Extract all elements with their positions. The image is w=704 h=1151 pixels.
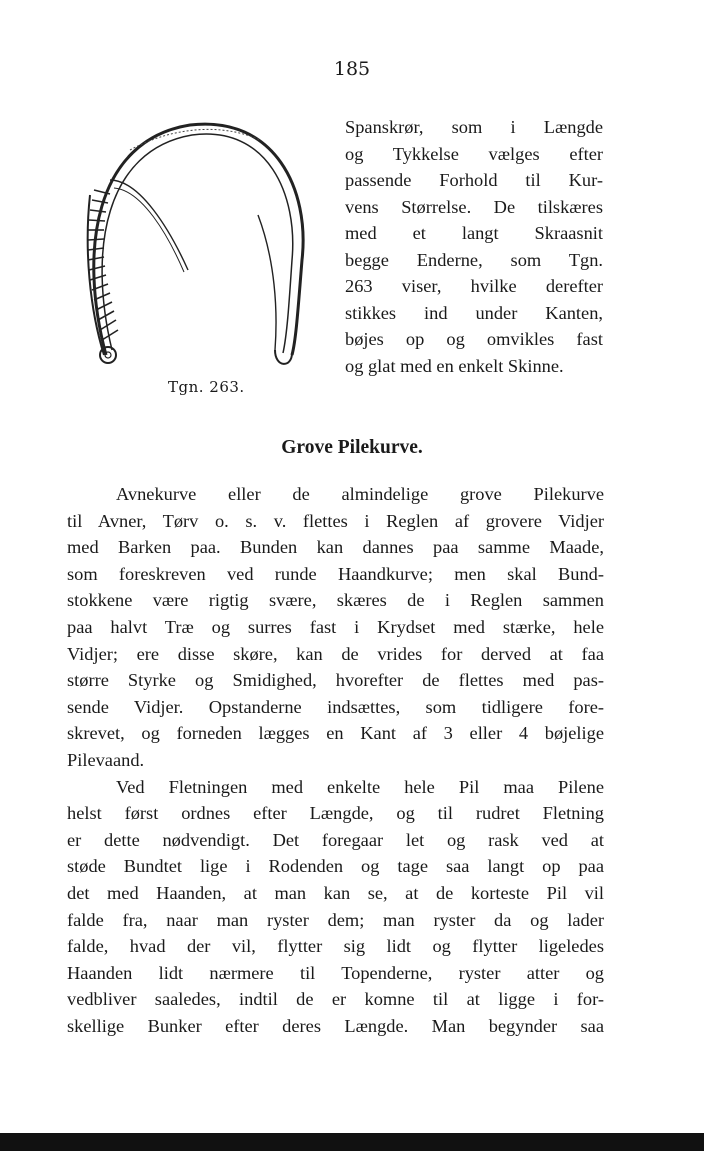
text-line: Pilevaand.	[67, 749, 145, 770]
body-text	[67, 481, 604, 1039]
text-line: er dette nødvendigt. Det foregaar let og rask ved at	[67, 829, 604, 850]
text-line: sende Vidjer. Opstanderne indsættes, som tidligere fore-	[67, 696, 604, 717]
text-line: Ved Fletningen med enkelte hele Pil maa Pilene	[116, 776, 604, 797]
handle-illustration-icon	[70, 110, 320, 380]
text-line: vedbliver saaledes, indtil de er komne til at ligge i for-	[67, 989, 604, 1010]
text-line: paa halvt Træ og surres fast i Krydset med stærke, hele	[67, 616, 604, 637]
text-line: bøjes op og omvikles fast	[345, 329, 603, 349]
text-line: helst først ordnes efter Længde, og til rudret Fletning	[67, 803, 604, 824]
text-line: vens Størrelse. De tilskæres	[345, 196, 603, 217]
side-paragraph	[345, 114, 603, 379]
text-line: stikkes ind under Kanten,	[345, 302, 603, 323]
text-line: begge Enderne, som Tgn.	[345, 249, 603, 270]
text-line: med et langt Skraasnit	[345, 223, 603, 243]
text-line: 263 viser, hvilke derefter	[345, 276, 603, 296]
text-line: falde fra, naar man ryster dem; man ryster da og lader	[67, 909, 604, 930]
text-line: skellige Bunker efter deres Længde. Man begynder saa	[67, 1015, 604, 1036]
text-line: større Styrke og Smidighed, hvorefter de flettes med pas-	[67, 670, 604, 691]
text-line: Vidjer; ere disse skøre, kan de vrides for derved at faa	[67, 643, 604, 664]
scan-bottom-edge	[0, 1133, 704, 1151]
text-line: Haanden lidt nærmere til Topenderne, ryster atter og	[67, 962, 604, 983]
text-line: og glat med en enkelt Skinne.	[345, 355, 564, 376]
text-line: skrevet, og forneden lægges en Kant af 3 eller 4 bøjelige	[67, 723, 604, 744]
text-line: til Avner, Tørv o. s. v. flettes i Reglen af grovere Vidjer	[67, 510, 604, 531]
text-line: støde Bundtet lige i Rodenden og tage saa langt op paa	[67, 856, 604, 877]
text-line: passende Forhold til Kur-	[345, 170, 603, 190]
page-number: 185	[333, 58, 371, 80]
section-heading: Grove Pilekurve.	[281, 437, 423, 458]
text-line: som foreskreven ved runde Haandkurve; men skal Bund-	[67, 563, 604, 584]
figure-caption: Tgn. 263.	[168, 378, 245, 396]
text-line: og Tykkelse vælges efter	[345, 143, 603, 164]
text-line: falde, hvad der vil, flytter sig lidt og flytter ligeledes	[67, 936, 604, 957]
text-line: med Barken paa. Bunden kan dannes paa samme Maade,	[67, 537, 604, 558]
text-line: Spanskrør, som i Længde	[345, 117, 603, 137]
text-line: stokkene være rigtig svære, skæres de i Reglen sammen	[67, 590, 604, 611]
text-line: det med Haanden, at man kan se, at de korteste Pil vil	[67, 882, 604, 903]
figure-263	[70, 110, 320, 380]
text-line: Avnekurve eller de almindelige grove Pilekurve	[116, 484, 604, 504]
